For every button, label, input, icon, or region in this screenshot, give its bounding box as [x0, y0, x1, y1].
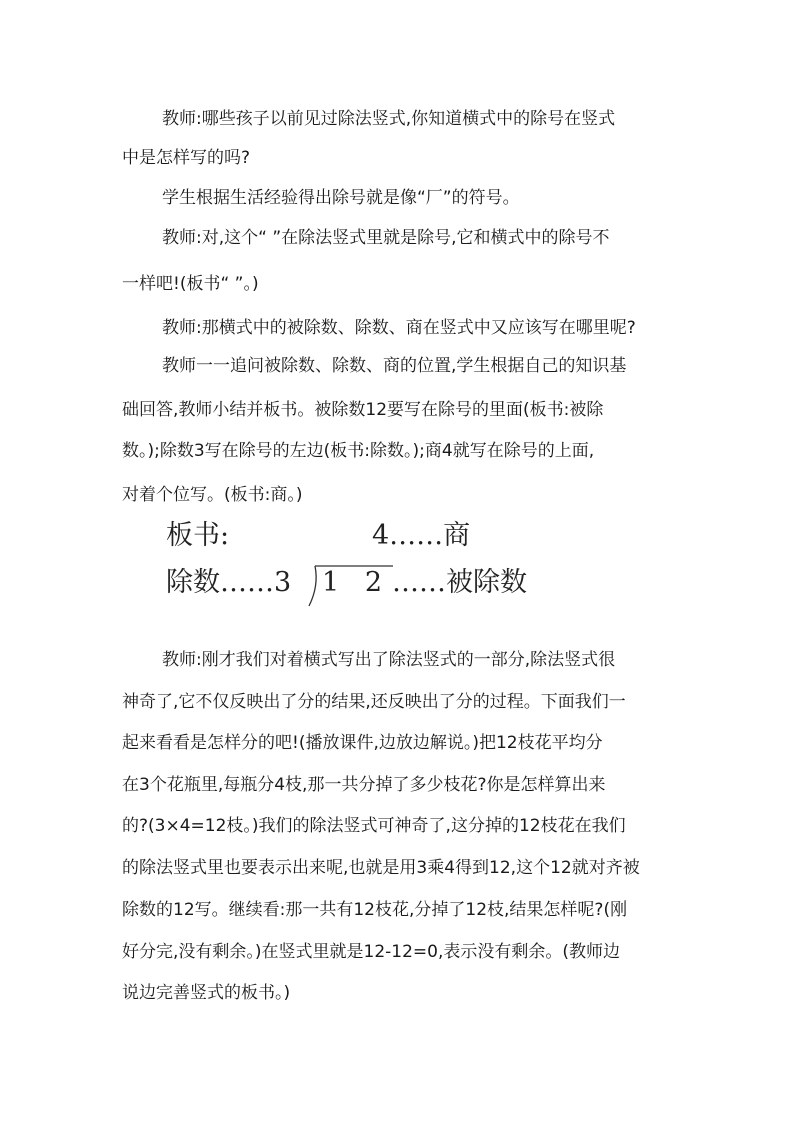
paragraph-5-line-1: 教师一一追问被除数、除数、商的位置,学生根据自己的知识基 — [162, 356, 627, 376]
paragraph-2-line-1: 学生根据生活经验得出除号就是像“厂”的符号。 — [162, 188, 520, 208]
board-divisor: 除数……3 — [166, 567, 292, 598]
paragraph-6-line-3: 起来看看是怎样分的吧!(播放课件,边放边解说。)把12枝花平均分 — [122, 733, 603, 753]
paragraph-5-line-2: 础回答,教师小结并板书。被除数12要写在除号的里面(板书:被除 — [122, 400, 604, 420]
board-dividend: 1 2 — [322, 567, 383, 598]
paragraph-6-line-2: 神奇了,它不仅反映出了分的结果,还反映出了分的过程。下面我们一 — [122, 692, 626, 712]
paragraph-6-line-5: 的?(3×4=12枝。)我们的除法竖式可神奇了,这分掉的12枝花在我们 — [122, 816, 626, 836]
paragraph-5-line-3: 数。);除数3写在除号的左边(板书:除数。);商4就写在除号的上面, — [122, 441, 595, 461]
paragraph-6-line-8: 好分完,没有剩余。)在竖式里就是12-12=0,表示没有剩余。(教师边 — [122, 942, 621, 962]
paragraph-5-line-4: 对着个位写。(板书:商。) — [122, 485, 303, 505]
paragraph-3-line-2: 一样吧!(板书“ ”。) — [122, 274, 259, 294]
paragraph-4-line-1: 教师:那横式中的被除数、除数、商在竖式中又应该写在哪里呢? — [162, 318, 636, 338]
paragraph-6-line-9: 说边完善竖式的板书。) — [122, 983, 291, 1003]
paragraph-1-line-2: 中是怎样写的吗? — [122, 148, 251, 168]
paragraph-6-line-1: 教师:刚才我们对着横式写出了除法竖式的一部分,除法竖式很 — [162, 650, 616, 670]
paragraph-3-line-1: 教师:对,这个“ ”在除法竖式里就是除号,它和横式中的除号不 — [162, 228, 610, 248]
board-dividend-label: ……被除数 — [392, 567, 527, 598]
board-label: 板书: — [166, 520, 230, 551]
paragraph-1-line-1: 教师:哪些孩子以前见过除法竖式,你知道横式中的除号在竖式 — [162, 109, 616, 129]
paragraph-6-line-4: 在3个花瓶里,每瓶分4枝,那一共分掉了多少枝花?你是怎样算出来 — [122, 775, 606, 795]
board-quotient: 4……商 — [372, 520, 471, 551]
paragraph-6-line-6: 的除法竖式里也要表示出来呢,也就是用3乘4得到12,这个12就对齐被 — [122, 858, 640, 878]
paragraph-6-line-7: 除数的12写。继续看:那一共有12枝花,分掉了12枝,结果怎样呢?(刚 — [122, 900, 628, 920]
